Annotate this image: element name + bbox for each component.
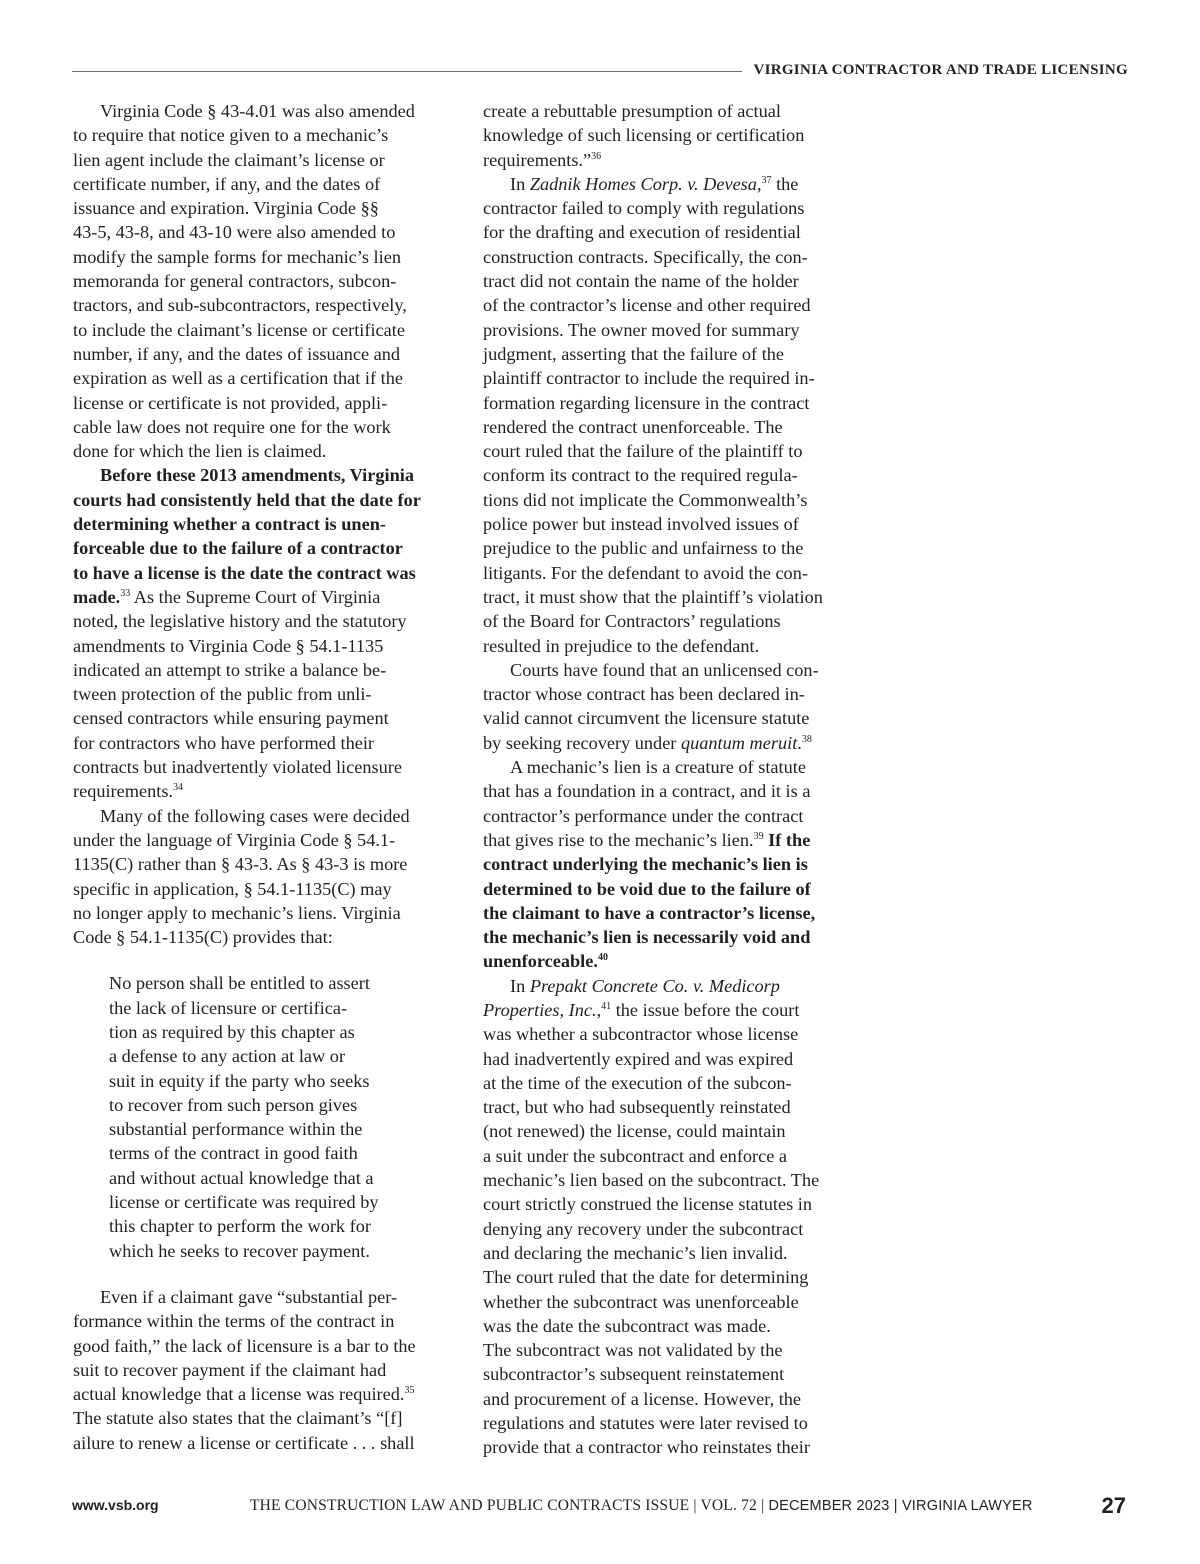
text-line: determining whether a contract is unen- xyxy=(73,514,386,535)
text-line: amendments to Virginia Code § 54.1-1135 xyxy=(73,635,384,656)
text-line: mechanic’s lien based on the subcontract. The xyxy=(483,1170,820,1191)
text-line: knowledge of such licensing or certification xyxy=(483,125,805,146)
footnote-ref-38: 38 xyxy=(801,733,812,745)
text-line: conform its contract to the required regula- xyxy=(483,465,798,486)
text-line: formance within the terms of the contract in xyxy=(73,1311,395,1332)
text-line: The subcontract was not validated by the xyxy=(483,1340,783,1361)
text-line xyxy=(483,949,855,973)
text-line: no longer apply to mechanic’s liens. Virginia xyxy=(73,902,401,923)
text-line: denying any recovery under the subcontract xyxy=(483,1218,804,1239)
text-line: to include the claimant’s license or certificate xyxy=(73,319,405,340)
text-line: (not renewed) the license, could maintain xyxy=(483,1121,786,1142)
text-line: contractor failed to comply with regulations xyxy=(483,198,805,219)
case-name: Properties, Inc. xyxy=(483,999,597,1020)
text-line: for the drafting and execution of residential xyxy=(483,222,801,243)
text-line: subcontractor’s subsequent reinstatement xyxy=(483,1364,785,1385)
text-line: The statute also states that the claimant’s “[f] xyxy=(73,1408,403,1429)
text-line xyxy=(483,998,855,1022)
text-run: the issue before the court xyxy=(611,999,800,1020)
quote-line: which he seeks to recover payment. xyxy=(109,1240,370,1261)
bold-text: If the xyxy=(763,829,811,850)
text-line: expiration as well as a certification that if the xyxy=(73,368,403,389)
text-line xyxy=(483,731,855,755)
text-run: requirements. xyxy=(73,781,174,802)
text-line: contractor’s performance under the contract xyxy=(483,805,804,826)
text-line: police power but instead involved issues of xyxy=(483,514,799,535)
text-line: memoranda for general contractors, subcon- xyxy=(73,271,397,292)
quote-line: a defense to any action at law or xyxy=(109,1046,346,1067)
text-line: tween protection of the public from unli- xyxy=(73,684,372,705)
text-line: tions did not implicate the Commonwealth’s xyxy=(483,489,808,510)
text-line: court strictly construed the license statutes in xyxy=(483,1194,812,1215)
footnote-ref-41: 41 xyxy=(601,1000,612,1012)
text-line: 1135(C) rather than § 43-3. As § 43-3 is more xyxy=(73,854,408,875)
text-line: litigants. For the defendant to avoid the con- xyxy=(483,562,808,583)
text-line: provide that a contractor who reinstates their xyxy=(483,1437,810,1458)
text-line: done for which the lien is claimed. xyxy=(73,441,327,462)
paragraph-rebuttable-presumption xyxy=(483,99,855,172)
text-line: license or certificate is not provided, appli- xyxy=(73,392,388,413)
text-line: had inadvertently expired and was expired xyxy=(483,1048,794,1069)
text-line: and declaring the mechanic’s lien invalid. xyxy=(483,1242,788,1263)
text-line: Before these 2013 amendments, Virginia xyxy=(100,465,414,486)
text-run: by seeking recovery under xyxy=(483,732,681,753)
text-line: resulted in prejudice to the defendant. xyxy=(483,635,760,656)
issue-title: THE CONSTRUCTION LAW AND PUBLIC CONTRACTS ISSUE | VOL. 72 | xyxy=(250,1497,769,1514)
text-line: censed contractors while ensuring payment xyxy=(73,708,389,729)
text-run: In xyxy=(510,975,530,996)
text-run: , xyxy=(756,173,762,194)
text-line: ailure to renew a license or certificate . . . shall xyxy=(73,1432,415,1453)
text-line: construction contracts. Specifically, the con- xyxy=(483,246,808,267)
paragraph-following-cases xyxy=(73,804,447,950)
text-line: of the contractor’s license and other required xyxy=(483,295,811,316)
text-line: was whether a subcontractor whose license xyxy=(483,1024,799,1045)
text-line: provisions. The owner moved for summary xyxy=(483,319,800,340)
text-line: Virginia Code § 43-4.01 was also amended xyxy=(100,101,415,121)
page-number: 27 xyxy=(1101,1493,1126,1518)
quote-line: to recover from such person gives xyxy=(109,1094,358,1115)
footnote-ref-33: 33 xyxy=(120,587,131,599)
footnote-ref-39: 39 xyxy=(753,830,764,842)
text-line xyxy=(483,828,855,852)
footnote-ref-36: 36 xyxy=(591,150,602,162)
page-footer xyxy=(72,1493,1128,1523)
text-line: valid cannot circumvent the licensure statute xyxy=(483,708,810,729)
text-line: cable law does not require one for the work xyxy=(73,416,391,437)
text-line: forceable due to the failure of a contractor xyxy=(73,538,403,559)
text-line: was the date the subcontract was made. xyxy=(483,1315,771,1336)
footnote-ref-35: 35 xyxy=(404,1385,415,1397)
text-line: indicated an attempt to strike a balance be- xyxy=(73,659,387,680)
text-run: , xyxy=(596,999,602,1020)
italic-term: quantum meruit xyxy=(680,732,798,753)
text-line xyxy=(73,779,447,803)
text-run: requirements.” xyxy=(483,149,592,170)
text-run: the xyxy=(771,173,799,194)
text-line: noted, the legislative history and the statutory xyxy=(73,611,407,632)
text-run: that gives rise to the mechanic’s lien. xyxy=(483,829,754,850)
text-line: 43-5, 43-8, and 43-10 were also amended to xyxy=(73,222,396,243)
text-line: and procurement of a license. However, the xyxy=(483,1388,802,1409)
paragraph-date-contract-made xyxy=(73,463,447,803)
text-line xyxy=(73,1382,447,1406)
text-run: In xyxy=(510,173,530,194)
text-line: A mechanic’s lien is a creature of statute xyxy=(510,757,806,778)
text-run: . xyxy=(797,732,802,753)
text-line xyxy=(73,585,447,609)
quote-line: No person shall be entitled to assert xyxy=(109,973,370,994)
bold-text: made. xyxy=(73,586,121,607)
right-column xyxy=(483,99,855,1460)
text-line: under the language of Virginia Code § 54.1- xyxy=(73,829,396,850)
text-line: tract, it must show that the plaintiff’s violation xyxy=(483,586,823,607)
text-line: lien agent include the claimant’s license or xyxy=(73,149,385,170)
quote-line: substantial performance within the xyxy=(109,1119,363,1140)
quote-line: this chapter to perform the work for xyxy=(109,1216,371,1237)
text-line: modify the sample forms for mechanic’s lien xyxy=(73,246,401,267)
text-line: create a rebuttable presumption of actual xyxy=(483,101,781,121)
text-run: actual knowledge that a license was required. xyxy=(73,1384,405,1405)
text-line: tract, but who had subsequently reinstated xyxy=(483,1097,791,1118)
paragraph-mechanics-lien-statute xyxy=(483,755,855,974)
header-rule xyxy=(72,71,742,72)
text-line: at the time of the execution of the subcon- xyxy=(483,1072,792,1093)
text-line: suit to recover payment if the claimant had xyxy=(73,1359,387,1380)
text-line: rendered the contract unenforceable. The xyxy=(483,416,783,437)
paragraph-prepakt xyxy=(483,974,855,1460)
paragraph-quantum-meruit xyxy=(483,658,855,755)
text-line: judgment, asserting that the failure of the xyxy=(483,343,785,364)
text-line: number, if any, and the dates of issuance and xyxy=(73,343,401,364)
text-line: court ruled that the failure of the plaintiff to xyxy=(483,441,803,462)
footnote-ref-37: 37 xyxy=(761,174,772,186)
left-column xyxy=(73,99,447,1455)
text-line: determined to be void due to the failure of xyxy=(483,878,811,899)
case-name: Prepakt Concrete Co. v. Medicorp xyxy=(529,975,780,996)
text-line: specific in application, § 54.1-1135(C) may xyxy=(73,878,392,899)
footnote-ref-34: 34 xyxy=(173,782,184,794)
text-line: for contractors who have performed their xyxy=(73,732,375,753)
text-line: contracts but inadvertently violated licensure xyxy=(73,757,402,778)
quote-line: the lack of licensure or certifica- xyxy=(109,997,348,1018)
text-line: Code § 54.1-1135(C) provides that: xyxy=(73,927,333,948)
running-head xyxy=(72,60,1128,80)
footer-issue-line xyxy=(250,1497,1033,1515)
quote-line: tion as required by this chapter as xyxy=(109,1021,355,1042)
quote-line: suit in equity if the party who seeks xyxy=(109,1070,370,1091)
case-name: Zadnik Homes Corp. v. Devesa xyxy=(529,173,757,194)
bold-text: unenforceable. xyxy=(483,951,598,972)
text-line: tractors, and sub-subcontractors, respectively, xyxy=(73,295,407,316)
paragraph-license-notice-amendments xyxy=(73,99,447,463)
footnote-ref-40: 40 xyxy=(597,952,608,964)
issue-date-magazine: DECEMBER 2023 | VIRGINIA LAWYER xyxy=(768,1498,1033,1514)
text-line: Courts have found that an unlicensed con- xyxy=(510,659,819,680)
running-title: VIRGINIA CONTRACTOR AND TRADE LICENSING xyxy=(753,62,1128,78)
site-url-link[interactable]: www.vsb.org xyxy=(72,1497,159,1513)
text-line: courts had consistently held that the date for xyxy=(73,489,421,510)
text-line: the mechanic’s lien is necessarily void and xyxy=(483,927,811,948)
text-line: to require that notice given to a mechanic’s xyxy=(73,125,389,146)
text-line: The court ruled that the date for determining xyxy=(483,1267,809,1288)
text-line: the claimant to have a contractor’s license, xyxy=(483,902,816,923)
text-line: tractor whose contract has been declared in- xyxy=(483,684,805,705)
quote-line: and without actual knowledge that a xyxy=(109,1167,374,1188)
quote-line: terms of the contract in good faith xyxy=(109,1143,358,1164)
text-line: a suit under the subcontract and enforce a xyxy=(483,1145,788,1166)
text-line xyxy=(483,172,855,196)
text-line: prejudice to the public and unfairness to the xyxy=(483,538,804,559)
quote-line: license or certificate was required by xyxy=(109,1192,379,1213)
paragraph-substantial-performance xyxy=(73,1285,447,1455)
paragraph-zadnik xyxy=(483,172,855,658)
text-line xyxy=(483,148,855,172)
text-line: certificate number, if any, and the dates of xyxy=(73,173,381,194)
text-line: tract did not contain the name of the holder xyxy=(483,271,799,292)
text-run: As the Supreme Court of Virginia xyxy=(130,586,381,607)
text-line: contract underlying the mechanic’s lien is xyxy=(483,854,808,875)
text-line: Even if a claimant gave “substantial per- xyxy=(100,1286,398,1307)
text-line: formation regarding licensure in the contract xyxy=(483,392,810,413)
text-line: that has a foundation in a contract, and it is a xyxy=(483,781,811,802)
text-line xyxy=(483,974,855,998)
text-line: regulations and statutes were later revised to xyxy=(483,1413,808,1434)
text-line: to have a license is the date the contract was xyxy=(73,562,416,583)
text-line: Many of the following cases were decided xyxy=(100,805,410,826)
text-line: good faith,” the lack of licensure is a bar to the xyxy=(73,1335,416,1356)
text-line: of the Board for Contractors’ regulations xyxy=(483,611,781,632)
text-line: plaintiff contractor to include the required in- xyxy=(483,368,815,389)
text-line: issuance and expiration. Virginia Code §§ xyxy=(73,198,379,219)
text-line: whether the subcontract was unenforceable xyxy=(483,1291,799,1312)
block-quote-statute xyxy=(73,971,447,1263)
